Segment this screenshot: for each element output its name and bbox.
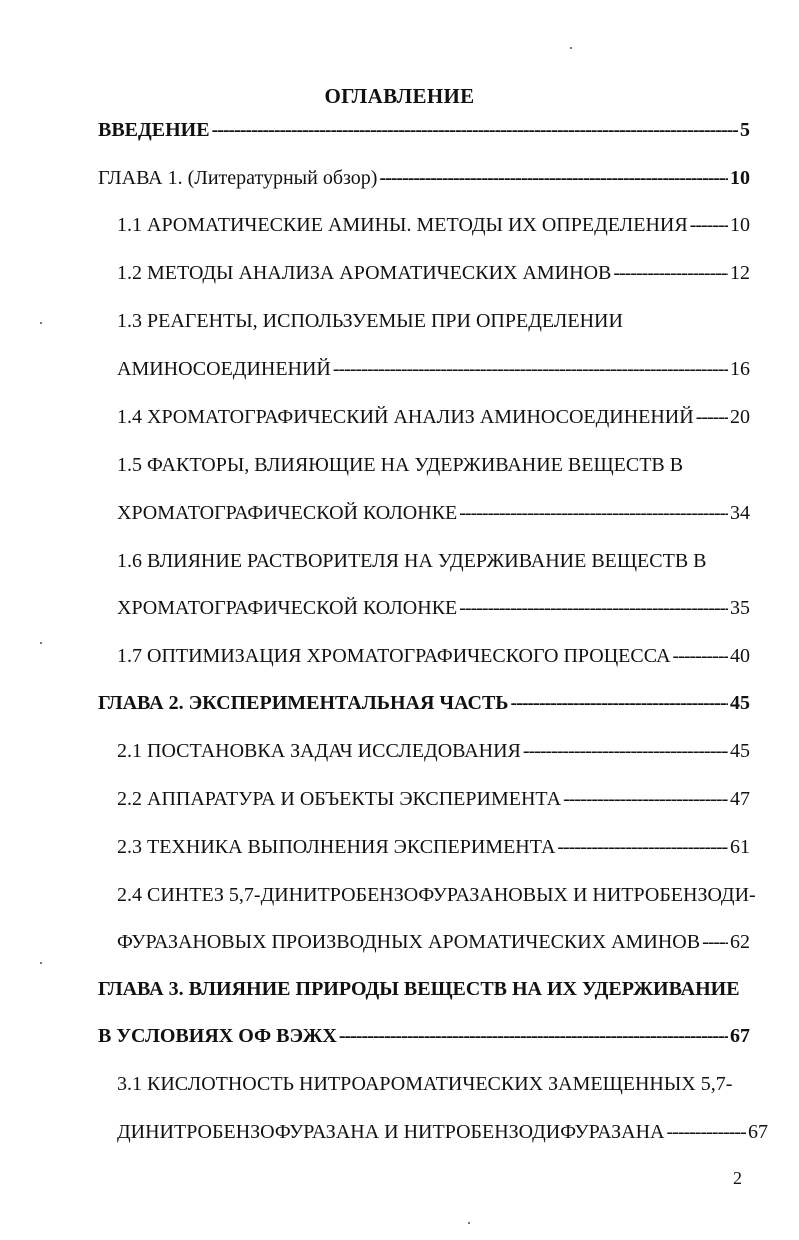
toc-entry-page: 61 [730, 836, 750, 858]
toc-entry-chapter-1[interactable] [98, 166, 750, 190]
toc-entry-text: 1.4 ХРОМАТОГРАФИЧЕСКИЙ АНАЛИЗ АМИНОСОЕДИНЕНИЙ [117, 406, 694, 428]
dot-leader [459, 596, 728, 620]
toc-entry-text: АМИНОСОЕДИНЕНИЙ [117, 358, 331, 380]
toc-entry-text: ГЛАВА 2. ЭКСПЕРИМЕНТАЛЬНАЯ ЧАСТЬ [98, 692, 509, 714]
toc-entry-page: 34 [730, 502, 750, 524]
dot-leader [667, 1120, 747, 1144]
dot-leader [339, 1024, 728, 1048]
toc-entry-2-3[interactable] [117, 835, 750, 859]
toc-entry-1-5-line1[interactable]: 1.5 ФАКТОРЫ, ВЛИЯЮЩИЕ НА УДЕРЖИВАНИЕ ВЕЩЕСТВ В [117, 454, 684, 476]
scan-speck [40, 962, 42, 964]
toc-entry-text: ХРОМАТОГРАФИЧЕСКОЙ КОЛОНКЕ [117, 502, 458, 524]
toc-entry-page: 67 [748, 1121, 768, 1143]
toc-entry-page: 5 [740, 119, 750, 141]
dot-leader [702, 930, 728, 954]
dot-leader [613, 261, 728, 285]
toc-entry-text: 1.7 ОПТИМИЗАЦИЯ ХРОМАТОГРАФИЧЕСКОГО ПРОЦЕССА [117, 645, 671, 667]
toc-entry-1-2[interactable] [117, 261, 750, 285]
toc-entry-1-3-line1[interactable]: 1.3 РЕАГЕНТЫ, ИСПОЛЬЗУЕМЫЕ ПРИ ОПРЕДЕЛЕНИИ [117, 310, 623, 332]
dot-leader [690, 213, 728, 237]
toc-entry-text: ВВЕДЕНИЕ [98, 119, 210, 141]
toc-entry-1-1[interactable] [117, 213, 750, 237]
toc-entry-1-7[interactable] [117, 644, 750, 668]
toc-entry-1-6-line1[interactable]: 1.6 ВЛИЯНИЕ РАСТВОРИТЕЛЯ НА УДЕРЖИВАНИЕ ВЕЩЕСТВ В [117, 550, 707, 572]
toc-entry-page: 12 [730, 262, 750, 284]
toc-entry-text: 1.2 МЕТОДЫ АНАЛИЗА АРОМАТИЧЕСКИХ АМИНОВ [117, 262, 612, 284]
toc-entry-1-4[interactable] [117, 405, 750, 429]
toc-entry-chapter-3[interactable] [98, 1024, 750, 1048]
toc-entry-page: 35 [730, 597, 750, 619]
toc-entry-2-1[interactable] [117, 739, 750, 763]
toc-entry-chapter-3-line1[interactable]: ГЛАВА 3. ВЛИЯНИЕ ПРИРОДЫ ВЕЩЕСТВ НА ИХ УДЕРЖИВАНИЕ [98, 978, 740, 1000]
dot-leader [511, 691, 728, 715]
dot-leader [696, 405, 728, 429]
dot-leader [673, 644, 728, 668]
toc-entry-intro[interactable] [98, 118, 750, 142]
dot-leader [523, 739, 728, 763]
toc-entry-page: 45 [730, 740, 750, 762]
toc-entry-text: 2.2 АППАРАТУРА И ОБЪЕКТЫ ЭКСПЕРИМЕНТА [117, 788, 562, 810]
toc-entry-page: 10 [730, 167, 750, 189]
toc-entry-page: 40 [730, 645, 750, 667]
toc-entry-chapter-2[interactable] [98, 691, 750, 715]
toc-entry-3-1[interactable] [117, 1120, 768, 1144]
toc-entry-1-6[interactable] [117, 596, 750, 620]
page-title: ОГЛАВЛЕНИЕ [324, 84, 475, 108]
dot-leader [333, 357, 728, 381]
toc-entry-2-4-line1[interactable]: 2.4 СИНТЕЗ 5,7-ДИНИТРОБЕНЗОФУРАЗАНОВЫХ И НИТРОБЕНЗОДИ- [117, 884, 756, 906]
toc-entry-text: 1.1 АРОМАТИЧЕСКИЕ АМИНЫ. МЕТОДЫ ИХ ОПРЕДЕЛЕНИЯ [117, 214, 688, 236]
toc-entry-text: 2.1 ПОСТАНОВКА ЗАДАЧ ИССЛЕДОВАНИЯ [117, 740, 521, 762]
toc-entry-1-5[interactable] [117, 501, 750, 525]
toc-entry-page: 16 [730, 358, 750, 380]
dot-leader [379, 166, 728, 190]
dot-leader [563, 787, 728, 811]
scan-speck [40, 322, 42, 324]
toc-entry-2-4[interactable] [117, 930, 750, 954]
toc-entry-page: 20 [730, 406, 750, 428]
toc-entry-page: 67 [730, 1025, 750, 1047]
dot-leader [557, 835, 728, 859]
dot-leader [212, 118, 738, 142]
scan-speck [468, 1222, 470, 1224]
toc-entry-text: 2.3 ТЕХНИКА ВЫПОЛНЕНИЯ ЭКСПЕРИМЕНТА [117, 836, 556, 858]
toc-entry-1-3[interactable] [117, 357, 750, 381]
toc-entry-page: 45 [730, 692, 750, 714]
toc-entry-text: В УСЛОВИЯХ ОФ ВЭЖХ [98, 1025, 337, 1047]
toc-entry-page: 47 [730, 788, 750, 810]
scan-speck [570, 47, 572, 49]
toc-entry-text: ДИНИТРОБЕНЗОФУРАЗАНА И НИТРОБЕНЗОДИФУРАЗАНА [117, 1121, 665, 1143]
toc-entry-page: 10 [730, 214, 750, 236]
toc-entry-page: 62 [730, 931, 750, 953]
toc-entry-text: ХРОМАТОГРАФИЧЕСКОЙ КОЛОНКЕ [117, 597, 458, 619]
page-number: 2 [733, 1168, 742, 1188]
toc-entry-3-1-line1[interactable]: 3.1 КИСЛОТНОСТЬ НИТРОАРОМАТИЧЕСКИХ ЗАМЕЩЕННЫХ 5,7- [117, 1073, 733, 1095]
scan-speck [40, 642, 42, 644]
toc-entry-text: ФУРАЗАНОВЫХ ПРОИЗВОДНЫХ АРОМАТИЧЕСКИХ АМИНОВ [117, 931, 701, 953]
dot-leader [459, 501, 728, 525]
toc-entry-2-2[interactable] [117, 787, 750, 811]
toc-entry-text: ГЛАВА 1. (Литературный обзор) [98, 167, 378, 189]
